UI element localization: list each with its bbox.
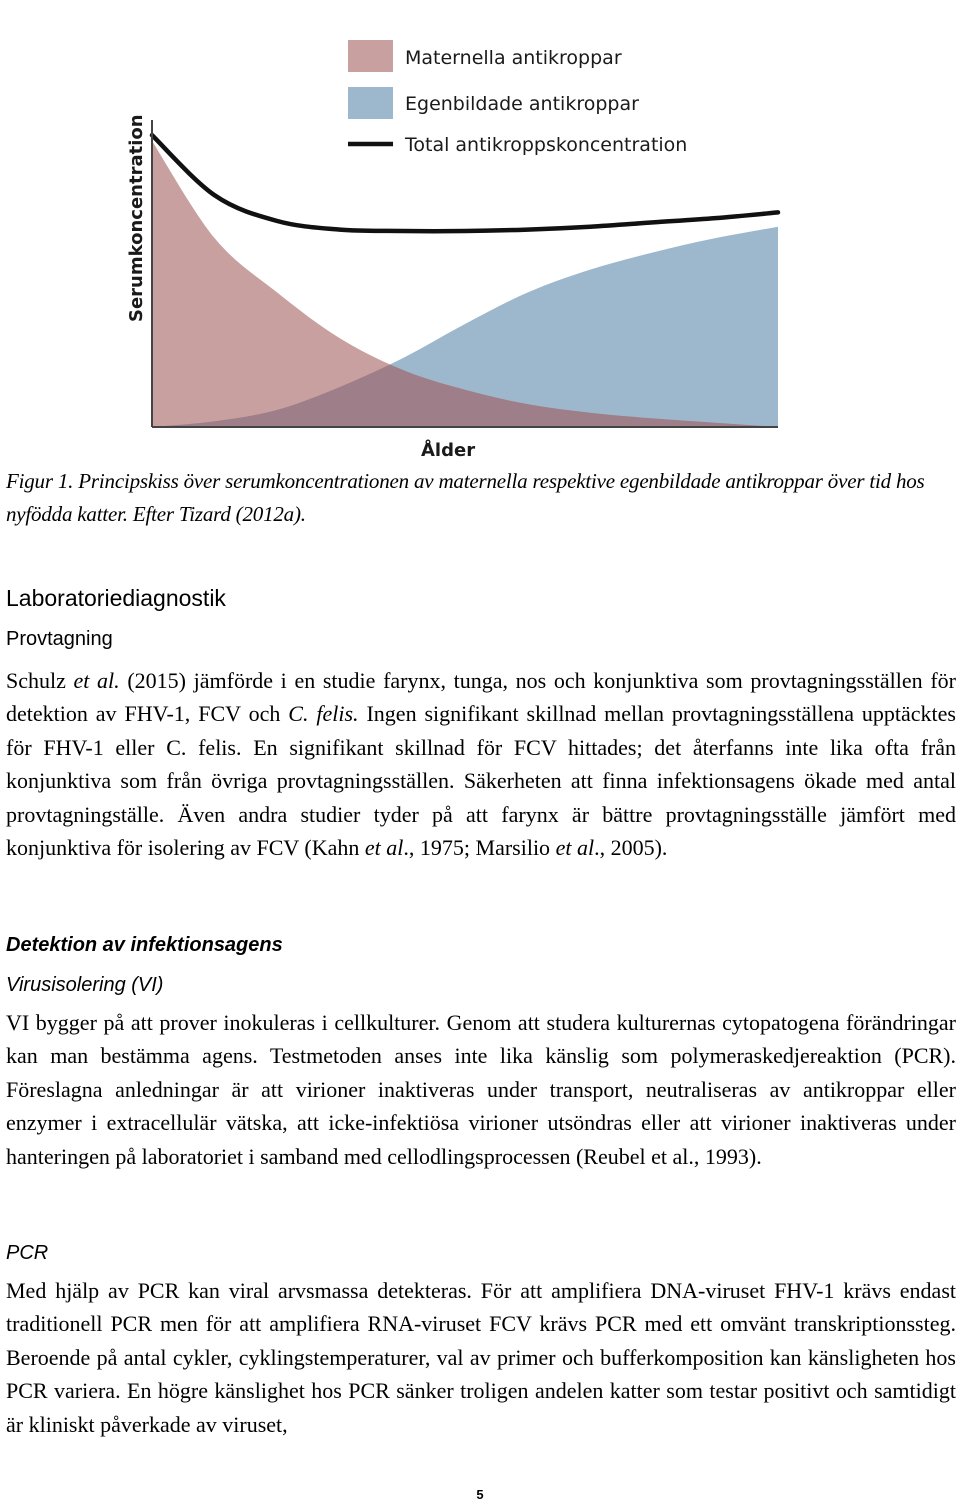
paragraph-pcr: Med hjälp av PCR kan viral arvsmassa detekteras. För att amplifiera DNA-viruset FHV-1 krävs endast traditionell PCR men för att amplifiera RNA-viruset FCV krävs PCR med ett omvänt transkriptionssteg. Beroende på antal cykler, cyklingstemperaturer, val av primer och bufferkomposition kan känsligheten hos PCR variera. En högre känslighet hos PCR sänker troligen andelen katter som testar positivt och samtidigt är kliniskt påverkade av viruset, [6,1278,956,1437]
legend-swatch-own [348,87,393,119]
paragraph-provtagning [6,664,956,864]
antibody-chart [0,0,960,470]
legend [348,40,687,156]
text-run: ., 2005). [594,835,668,861]
legend-label-total: Total antikroppskoncentration [405,134,688,156]
italic-run: C. felis. [288,701,359,727]
legend-label-maternal: Maternella antikroppar [405,47,622,69]
legend-label-own: Egenbildade antikroppar [405,93,639,115]
subheading-provtagning: Provtagning [6,628,113,650]
italic-run: et al. [73,668,120,693]
text-run: (2015) jämförde i en studie farynx, tunga, nos och konjunktiva som provtagningsställen för detektion av FHV-1, FCV och [6,668,956,727]
legend-swatch-maternal [348,40,393,72]
x-axis-label: Ålder [421,440,476,461]
y-axis-label: Serumkoncentration [126,114,147,322]
subheading-virusisolering: Virusisolering (VI) [6,974,164,996]
figure-caption: Figur 1. Principskiss över serumkoncentrationen av maternella respektive egenbildade antikroppar över tid hos nyfödda katter. Efter Tizard (2012a). [6,469,925,526]
section-heading-detektion: Detektion av infektionsagens [6,934,283,956]
subheading-pcr: PCR [6,1242,49,1264]
text-run: Schulz [6,668,74,693]
text-run: Ingen signifikant skillnad mellan provtagningsställena upptäcktes för FHV-1 eller C. felis. En signifikant skillnad för FCV hittades; det återfanns inte lika ofta från konjunktiva som från övriga provtagningsställen. Säkerheten att finna infektionsagens ökade med antal provtagningställe. Även andra studier tyder på att farynx är bättre provtagningsställe jämfört med konjunktiva för isolering av FCV (Kahn [6,701,956,861]
section-heading-laboratoriediagnostik: Laboratoriediagnostik [6,585,226,611]
plot-area [152,135,778,427]
text-run: ., 1975; Marsilio [403,835,556,861]
italic-run: et al [364,835,404,861]
paragraph-virusisolering: VI bygger på att prover inokuleras i cellkulturer. Genom att studera kulturernas cytopatogena förändringar kan man bestämma agens. Testmetoden anses inte lika känslig som polymeraskedjereaktion (PCR). Föreslagna anledningar är att virioner inaktiveras under transport, neutraliseras av antikroppar eller enzymer i extracellulär vätska, att icke-infektiösa virioner utsöndras eller att virioner inaktiveras under hanteringen på laboratoriet i samband med cellodlingsprocessen (Reubel et al., 1993). [6,1010,956,1169]
page-number: 5 [476,1487,484,1502]
italic-run: et al [555,835,595,861]
